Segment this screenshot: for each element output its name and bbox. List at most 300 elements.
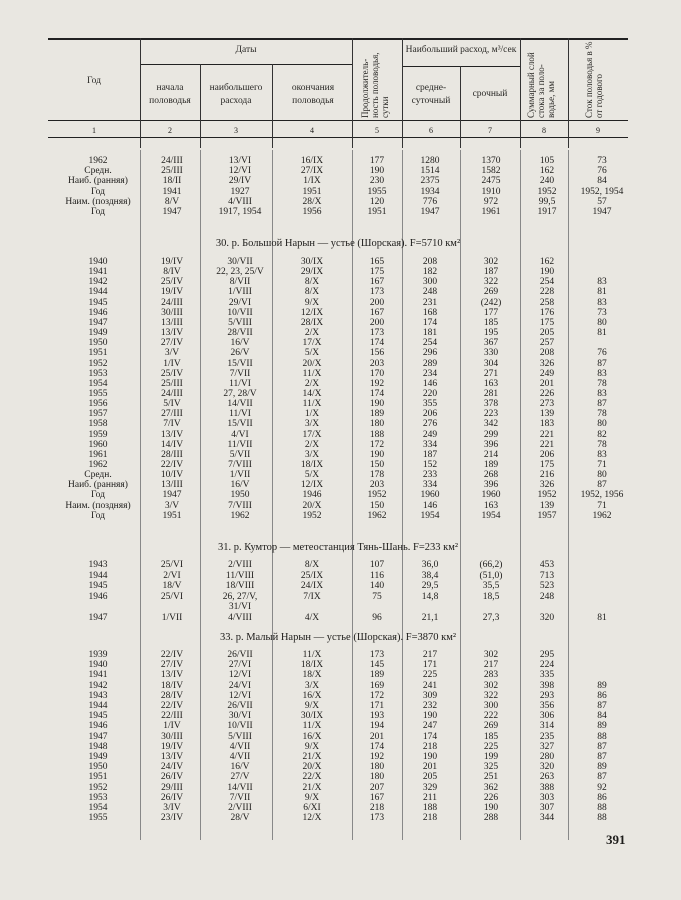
table-cell: 11/X	[302, 721, 322, 732]
table-cell: 1951	[162, 510, 182, 521]
table-cell: 16/V	[230, 762, 250, 773]
table-cell: 21/X	[302, 752, 322, 762]
table-cell: 302	[483, 680, 499, 691]
table-row	[0, 602, 681, 612]
table-cell: 12/VI	[228, 670, 252, 681]
table-cell: 4/VIII	[228, 612, 252, 623]
table-cell: (66,2)	[479, 560, 503, 570]
table-cell: 11/VIII	[225, 570, 255, 581]
table-cell: 1954	[88, 378, 108, 389]
table-cell: 28/III	[161, 449, 183, 460]
table-cell: 254	[539, 277, 555, 288]
table-cell: 150	[369, 460, 385, 470]
table-cell: 120	[369, 196, 385, 207]
table-cell: 20/X	[302, 762, 322, 773]
table-cell: 293	[539, 690, 555, 701]
table-cell: 167	[369, 307, 385, 318]
table-cell: 314	[539, 721, 555, 732]
table-cell: 1962	[367, 510, 387, 521]
table-cell: 344	[539, 813, 555, 824]
table-cell: 25/IV	[160, 368, 184, 379]
table-cell: 257	[539, 338, 555, 349]
table-cell: 190	[422, 752, 438, 762]
table-cell: 230	[369, 176, 385, 187]
table-cell: 24/VI	[228, 680, 252, 691]
table-row	[0, 752, 681, 762]
table-cell: 35,5	[482, 581, 500, 591]
table-cell: 176	[539, 307, 555, 318]
table-cell: 183	[539, 419, 555, 430]
table-cell: 1962	[88, 460, 108, 470]
section-31-title: 31. р. Кумтор — метеостанция Тянь-Шань. F=233 км²	[217, 542, 459, 553]
table-cell: 87	[597, 358, 607, 369]
table-cell: 1956	[88, 399, 108, 410]
table-cell: 269	[483, 287, 499, 298]
table-cell: 181	[422, 328, 438, 339]
table-cell: 322	[483, 690, 499, 701]
table-cell: 1946	[88, 591, 108, 602]
table-cell: 218	[422, 741, 438, 752]
table-cell: 1955	[88, 813, 108, 824]
table-cell: 83	[597, 297, 607, 308]
table-cell: 22/III	[161, 711, 183, 722]
table-cell: 89	[597, 762, 607, 773]
table-cell: 190	[369, 399, 385, 410]
table-cell: 7/IX	[303, 591, 321, 602]
table-cell: 185	[483, 731, 499, 742]
table-cell: 10/IV	[160, 470, 184, 481]
colnum-1: 1	[92, 126, 96, 135]
table-cell: 1917	[537, 207, 557, 217]
table-cell: 453	[539, 560, 555, 570]
table-cell: 8/VII	[229, 277, 251, 288]
table-cell: 173	[369, 287, 385, 298]
table-row	[0, 793, 681, 803]
table-cell: 30/III	[161, 731, 183, 742]
table-cell: 218	[422, 813, 438, 824]
table-cell: 1942	[88, 277, 108, 288]
table-cell: 174	[369, 741, 385, 752]
table-cell: 5/VII	[229, 449, 251, 460]
table-cell: 25/III	[161, 166, 183, 177]
table-cell: 249	[422, 429, 438, 440]
table-cell: 99,5	[538, 196, 556, 207]
table-cell: 9/X	[304, 792, 320, 803]
table-cell: 25/III	[161, 378, 183, 389]
table-cell: 1960	[420, 490, 440, 501]
table-cell: 1951	[302, 186, 322, 197]
colnum-8: 8	[542, 126, 546, 135]
table-row	[0, 650, 681, 660]
table-cell: 87	[597, 772, 607, 783]
table-cell: 107	[369, 560, 385, 570]
table-cell: 76	[597, 166, 607, 177]
table-cell: 13/IV	[160, 752, 184, 762]
table-cell: 1952	[537, 186, 557, 197]
table-cell: 10/VII	[227, 307, 253, 318]
table-cell: 1960	[481, 490, 501, 501]
table-cell: 228	[539, 287, 555, 298]
header-duration: Продолжитель- ность половодья, сутки	[360, 52, 390, 118]
table-cell: 1946	[302, 490, 322, 501]
table-cell: 203	[369, 480, 385, 491]
table-cell: 13/III	[161, 480, 183, 491]
table-cell: 200	[369, 297, 385, 308]
table-cell: 263	[539, 772, 555, 783]
table-cell: 30/VII	[227, 257, 253, 267]
table-cell: 1910	[481, 186, 501, 197]
table-cell: 172	[369, 439, 385, 450]
table-cell: 57	[597, 196, 607, 207]
table-cell: 1/IV	[163, 358, 181, 369]
table-cell: 8/X	[304, 560, 320, 570]
section-33-title: 33. р. Малый Нарын — устье (Шорская). F=3870 км²	[219, 632, 457, 643]
table-cell: 11/X	[302, 650, 322, 660]
table-cell: 173	[369, 650, 385, 660]
table-cell: 1953	[88, 792, 108, 803]
table-cell: 304	[483, 358, 499, 369]
table-cell: 81	[597, 328, 607, 339]
table-cell: 1941	[162, 186, 182, 197]
table-cell: 76	[597, 348, 607, 359]
table-cell: Год	[91, 207, 105, 217]
table-cell: 327	[539, 741, 555, 752]
table-cell: 83	[597, 277, 607, 288]
table-cell: 30/IX	[300, 257, 324, 267]
table-cell: 1950	[88, 338, 108, 349]
table-cell: Средн.	[84, 470, 112, 481]
table-cell: 1952	[537, 490, 557, 501]
table-cell: 11/VII	[227, 439, 253, 450]
table-cell: 87	[597, 752, 607, 762]
table-cell: 152	[422, 460, 438, 470]
header-end: окончания половодья	[291, 83, 335, 106]
table-cell: 1280	[420, 156, 440, 166]
table-cell: 269	[483, 721, 499, 732]
table-cell: 326	[539, 480, 555, 491]
table-cell: 367	[483, 338, 499, 349]
colnum-4: 4	[310, 126, 314, 135]
table-cell: 221	[539, 429, 555, 440]
header-dates: Даты	[235, 45, 257, 55]
table-row	[0, 318, 681, 328]
table-cell: 2475	[481, 176, 501, 187]
table-cell: 1961	[88, 449, 108, 460]
table-cell: 78	[597, 409, 607, 420]
table-cell: 162	[539, 166, 555, 177]
table-cell: 299	[483, 429, 499, 440]
table-cell: 163	[483, 500, 499, 511]
table-row	[0, 207, 681, 217]
table-cell: 16/X	[302, 731, 322, 742]
section-30-title: 30. р. Большой Нарын — устье (Шорская). F=5710 км²	[215, 238, 461, 249]
table-cell: 2/X	[304, 378, 320, 389]
table-cell: 17/X	[302, 429, 322, 440]
table-cell: 1947	[88, 731, 108, 742]
table-cell: 309	[422, 690, 438, 701]
table-row	[0, 197, 681, 207]
table-cell: 10/VII	[227, 721, 253, 732]
table-row	[0, 379, 681, 389]
table-cell: 182	[422, 267, 438, 278]
table-cell: 1957	[88, 409, 108, 420]
table-cell: 14/IV	[160, 439, 184, 450]
table-cell: 22/X	[302, 772, 322, 783]
table-cell: 11/VI	[229, 378, 251, 389]
table-row	[0, 156, 681, 166]
table-cell: 171	[369, 701, 385, 711]
table-cell: 208	[539, 348, 555, 359]
table-row	[0, 511, 681, 521]
table-cell: 12/IX	[300, 480, 324, 491]
table-cell: 206	[539, 449, 555, 460]
table-cell: 190	[483, 803, 499, 813]
table-cell: 303	[539, 792, 555, 803]
table-cell: 22, 23, 25/V	[216, 267, 264, 278]
colnum-3: 3	[234, 126, 238, 135]
table-cell: 231	[422, 297, 438, 308]
colnum-6: 6	[429, 126, 433, 135]
table-cell: 16/X	[302, 690, 322, 701]
table-cell: 22/IV	[160, 460, 184, 470]
table-cell: 1514	[420, 166, 440, 177]
table-cell: 201	[369, 731, 385, 742]
table-cell: 189	[369, 409, 385, 420]
table-cell: 31/VI	[228, 602, 252, 612]
table-row	[0, 267, 681, 277]
header-layer: Суммарный слой стока за поло- водье, мм	[526, 52, 556, 118]
table-cell: 1942	[88, 680, 108, 691]
table-cell: 15/VII	[227, 419, 253, 430]
table-cell: 190	[422, 711, 438, 722]
table-cell: 240	[539, 176, 555, 187]
header-instant: срочный	[472, 89, 508, 99]
table-cell: 223	[483, 409, 499, 420]
table-cell: 156	[369, 348, 385, 359]
table-cell: 1946	[88, 721, 108, 732]
table-cell: 88	[597, 731, 607, 742]
table-cell: 1950	[88, 762, 108, 773]
table-cell: 29,5	[421, 581, 439, 591]
table-cell: 11/X	[302, 368, 322, 379]
table-cell: 201	[539, 378, 555, 389]
table-cell: 9/X	[304, 297, 320, 308]
header-maxflow: Наибольший расход, м³/сек	[405, 45, 517, 55]
table-cell: 289	[422, 358, 438, 369]
table-cell: 2/X	[304, 328, 320, 339]
colnum-rule	[48, 137, 628, 138]
table-row	[0, 501, 681, 511]
table-cell: 523	[539, 581, 555, 591]
table-cell: 276	[422, 419, 438, 430]
table-cell: 16/IX	[300, 156, 324, 166]
table-cell: 139	[539, 409, 555, 420]
table-cell: 1/IV	[163, 721, 181, 732]
table-cell: 226	[483, 792, 499, 803]
table-cell: 8/IV	[163, 267, 181, 278]
table-cell: 27/IV	[160, 338, 184, 349]
table-cell: 3/IV	[163, 803, 181, 813]
table-cell: 235	[539, 731, 555, 742]
table-cell: 1/X	[304, 409, 320, 420]
table-cell: 4/VII	[229, 741, 251, 752]
table-cell: 24/IX	[300, 581, 324, 591]
table-row	[0, 490, 681, 500]
table-cell: 1951	[88, 772, 108, 783]
table-cell: 258	[539, 297, 555, 308]
table-cell: 28/V	[230, 813, 250, 824]
table-cell: 187	[483, 267, 499, 278]
table-cell: 169	[369, 680, 385, 691]
table-cell: 1958	[88, 419, 108, 430]
table-cell: 1956	[302, 207, 322, 217]
table-cell: 5/IV	[163, 399, 181, 410]
table-cell: 8/X	[304, 287, 320, 298]
table-cell: 21/X	[302, 782, 322, 793]
table-cell: 1927	[230, 186, 250, 197]
table-cell: 168	[422, 307, 438, 318]
table-cell: (51,0)	[479, 570, 503, 581]
table-row	[0, 762, 681, 772]
table-cell: 1949	[88, 328, 108, 339]
table-cell: 1955	[88, 388, 108, 399]
table-cell: 1944	[88, 287, 108, 298]
table-cell: 18/V	[162, 581, 182, 591]
table-cell: 11/VI	[229, 409, 251, 420]
table-cell: 9/X	[304, 741, 320, 752]
table-cell: 4/X	[304, 612, 320, 623]
table-cell: 21,1	[421, 612, 439, 623]
table-cell: 217	[483, 660, 499, 671]
table-cell: 17/X	[302, 338, 322, 349]
table-cell: 178	[369, 470, 385, 481]
table-cell: 5/X	[304, 470, 320, 481]
table-cell: 175	[369, 267, 385, 278]
colnum-2: 2	[168, 126, 172, 135]
table-cell: 19/IV	[160, 287, 184, 298]
table-cell: 2/VI	[163, 570, 181, 581]
header-avgdaily: средне- суточный	[411, 83, 451, 106]
table-cell: 249	[539, 368, 555, 379]
table-row	[0, 187, 681, 197]
table-cell: 190	[539, 267, 555, 278]
table-cell: 1/VIII	[228, 287, 252, 298]
table-cell: 27/V	[230, 772, 250, 783]
table-row	[0, 772, 681, 782]
table-cell: 190	[369, 166, 385, 177]
table-cell: Год	[91, 510, 105, 521]
table-cell: 295	[539, 650, 555, 660]
table-cell: 203	[369, 358, 385, 369]
table-cell: 273	[539, 399, 555, 410]
table-cell: 207	[369, 782, 385, 793]
table-row	[0, 430, 681, 440]
table-cell: 1944	[88, 570, 108, 581]
table-cell: 1945	[88, 297, 108, 308]
table-cell: 29/III	[161, 782, 183, 793]
table-cell: 396	[483, 439, 499, 450]
table-cell: 398	[539, 680, 555, 691]
table-cell: 26, 27/V,	[222, 591, 258, 602]
table-cell: 3/V	[164, 500, 180, 511]
table-cell: 3/X	[304, 680, 320, 691]
table-cell: 18/X	[302, 670, 322, 681]
table-cell: 1954	[420, 510, 440, 521]
table-cell: 180	[369, 419, 385, 430]
table-cell: Средн.	[84, 166, 112, 177]
table-cell: 175	[539, 317, 555, 328]
table-row	[0, 670, 681, 680]
table-cell: 211	[423, 792, 437, 803]
table-cell: 27/VI	[228, 660, 252, 671]
table-cell: 268	[483, 470, 499, 481]
table-row	[0, 691, 681, 701]
table-cell: 254	[422, 338, 438, 349]
table-row	[0, 348, 681, 358]
table-cell: 105	[539, 156, 555, 166]
table-row	[0, 419, 681, 429]
table-row	[0, 328, 681, 338]
table-cell: 167	[369, 277, 385, 288]
table-cell: 1/VII	[161, 612, 183, 623]
table-cell: 271	[483, 368, 499, 379]
table-cell: 80	[597, 470, 607, 481]
table-cell: 18/II	[162, 176, 182, 187]
table-cell: 87	[597, 480, 607, 491]
table-cell: 329	[422, 782, 438, 793]
table-cell: 25/VI	[160, 591, 184, 602]
table-row	[0, 742, 681, 752]
table-cell: 27,3	[482, 612, 500, 623]
table-cell: 71	[597, 460, 607, 470]
table-cell: Наиб. (ранняя)	[68, 480, 128, 491]
table-cell: 73	[597, 156, 607, 166]
table-row	[0, 298, 681, 308]
table-cell: 18,5	[482, 591, 500, 602]
table-cell: Год	[91, 186, 105, 197]
table-cell: 86	[597, 792, 607, 803]
table-cell: 288	[483, 813, 499, 824]
table-cell: 25/IV	[160, 277, 184, 288]
table-row	[0, 359, 681, 369]
table-cell: 281	[483, 388, 499, 399]
table-cell: 201	[422, 762, 438, 773]
table-cell: 171	[422, 660, 438, 671]
table-cell: 1370	[481, 156, 501, 166]
header-start: начала половодья	[149, 83, 191, 106]
table-cell: 1961	[481, 207, 501, 217]
table-cell: 251	[483, 772, 499, 783]
table-cell: 1957	[537, 510, 557, 521]
table-cell: 89	[597, 721, 607, 732]
page-number: 391	[606, 832, 626, 847]
table-cell: 88	[597, 803, 607, 813]
table-cell: 241	[422, 680, 438, 691]
table-cell: 234	[422, 368, 438, 379]
table-cell: 1952	[367, 490, 387, 501]
table-cell: 187	[422, 449, 438, 460]
table-cell: 200	[369, 317, 385, 328]
table-cell: 221	[539, 439, 555, 450]
table-cell: 13/IV	[160, 670, 184, 681]
table-cell: 334	[422, 480, 438, 491]
table-cell: 280	[539, 752, 555, 762]
table-cell: 307	[539, 803, 555, 813]
table-cell: 20/X	[302, 500, 322, 511]
table-cell: 5/VIII	[228, 731, 252, 742]
table-cell: 16/V	[230, 480, 250, 491]
table-cell: 206	[422, 409, 438, 420]
